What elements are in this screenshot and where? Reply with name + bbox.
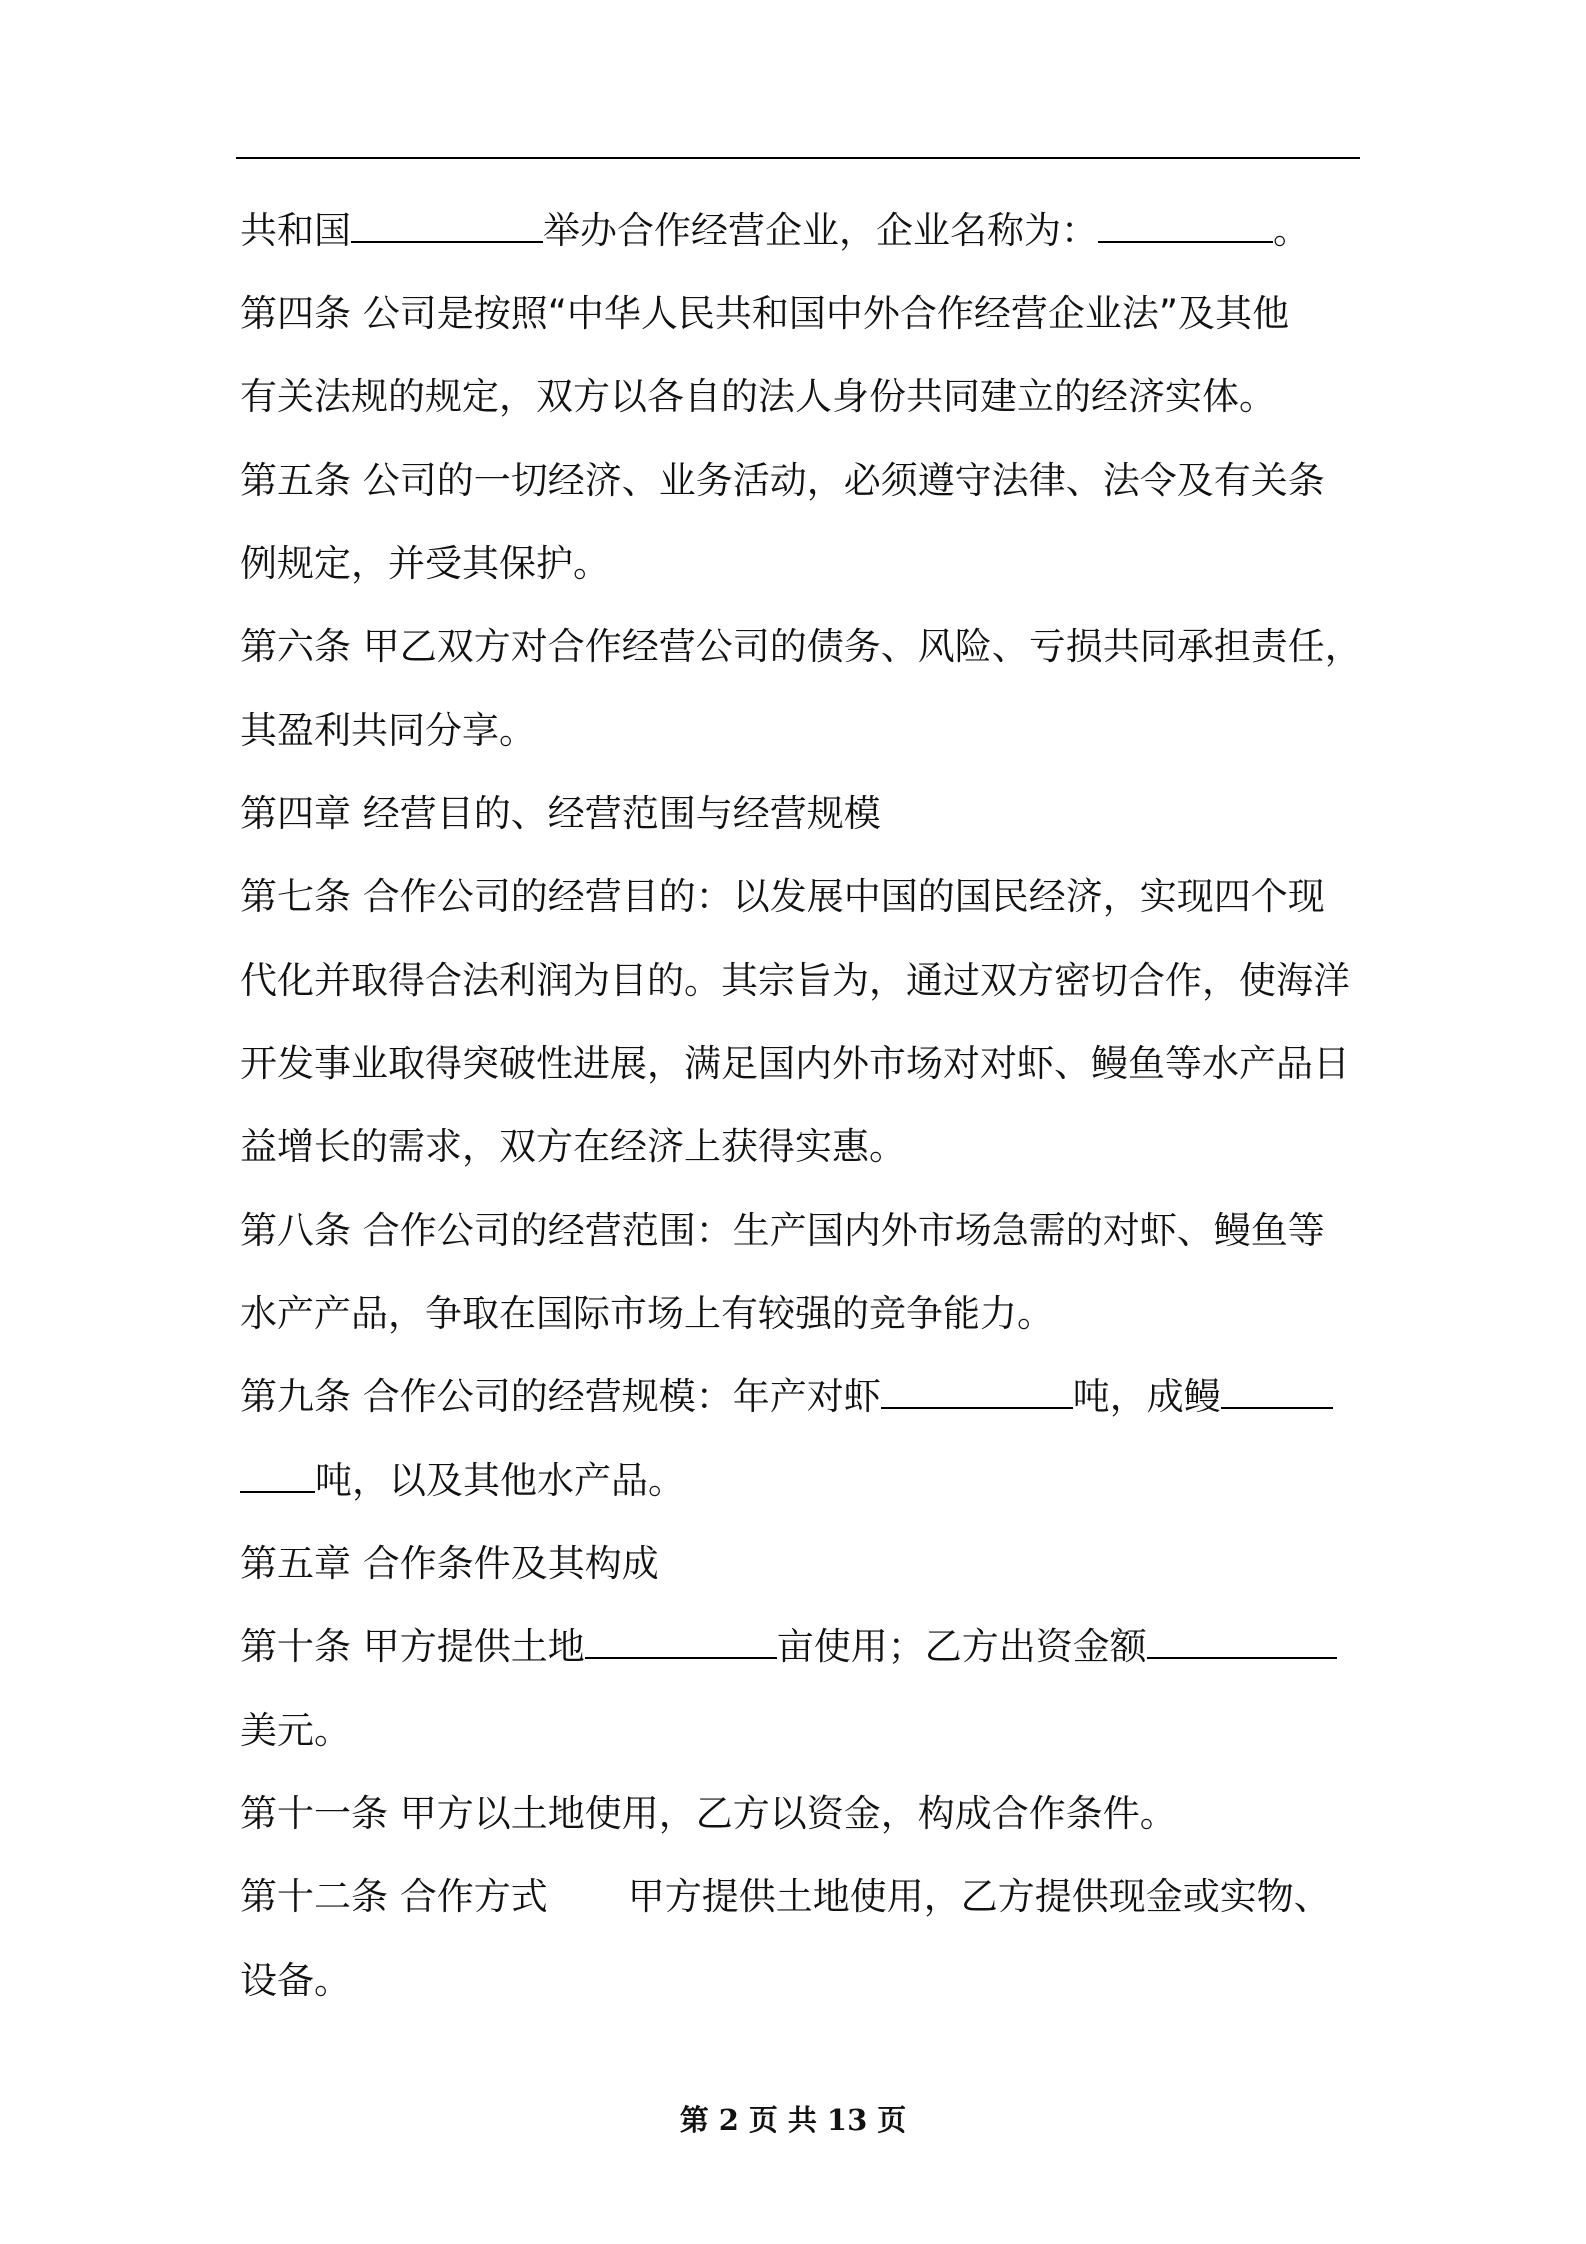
fill-in-blank [240, 1461, 315, 1493]
text-line: 第六条 甲乙双方对合作经营公司的债务、风险、亏损共同承担责任， [240, 625, 1362, 668]
text-line: 第八条 合作公司的经营范围：生产国内外市场急需的对虾、鳗鱼等 [240, 1209, 1325, 1252]
text-line: 代化并取得合法利润为目的。其宗旨为，通过双方密切合作，使海洋 [240, 959, 1350, 1002]
fill-in-blank [1147, 1627, 1337, 1659]
text-line: 水产产品，争取在国际市场上有较强的竞争能力。 [240, 1292, 1054, 1335]
text-line: 吨，以及其他水产品。 [240, 1459, 685, 1503]
text-line: 第五条 公司的一切经济、业务活动，必须遵守法律、法令及有关条 [240, 459, 1325, 502]
page-footer: 第 2 页 共 13 页 [679, 2103, 907, 2137]
text-line: 开发事业取得突破性进展，满足国内外市场对对虾、鳗鱼等水产品日 [240, 1042, 1350, 1085]
text-line: 第九条 合作公司的经营规模：年产对虾 吨，成鳗 [240, 1375, 1333, 1419]
text-line: 例规定，并受其保护。 [240, 542, 610, 585]
text-line: 第四条 公司是按照“中华人民共和国中外合作经营企业法”及其他 [240, 292, 1290, 335]
text-line: 益增长的需求，双方在经济上获得实惠。 [240, 1125, 906, 1168]
fill-in-blank [351, 211, 543, 243]
text-line: 设备。 [240, 1959, 351, 2002]
text-line: 第十二条 合作方式 甲方提供土地使用，乙方提供现金或实物、 [240, 1875, 1331, 1918]
page-total: 13 [826, 2103, 868, 2137]
fill-in-blank [585, 1627, 777, 1659]
chapter-heading: 第五章 合作条件及其构成 [240, 1542, 659, 1585]
text-line: 第十条 甲方提供土地 亩使用；乙方出资金额 [240, 1625, 1337, 1669]
text-line: 共和国 举办合作经营企业，企业名称为： 。 [240, 209, 1310, 252]
text-line: 第十一条 甲方以土地使用，乙方以资金，构成合作条件。 [240, 1792, 1177, 1835]
header-rule [236, 157, 1360, 159]
fill-in-blank [881, 1377, 1073, 1409]
text-line: 第七条 合作公司的经营目的：以发展中国的国民经济，实现四个现 [240, 875, 1325, 918]
text-line: 美元。 [240, 1709, 351, 1752]
fill-in-blank [1221, 1377, 1333, 1409]
text-line: 其盈利共同分享。 [240, 709, 536, 752]
fill-in-blank [1098, 211, 1273, 243]
page-number: 2 [718, 2103, 739, 2137]
chapter-heading: 第四章 经营目的、经营范围与经营规模 [240, 792, 881, 835]
text-line: 有关法规的规定，双方以各自的法人身份共同建立的经济实体。 [240, 375, 1276, 418]
